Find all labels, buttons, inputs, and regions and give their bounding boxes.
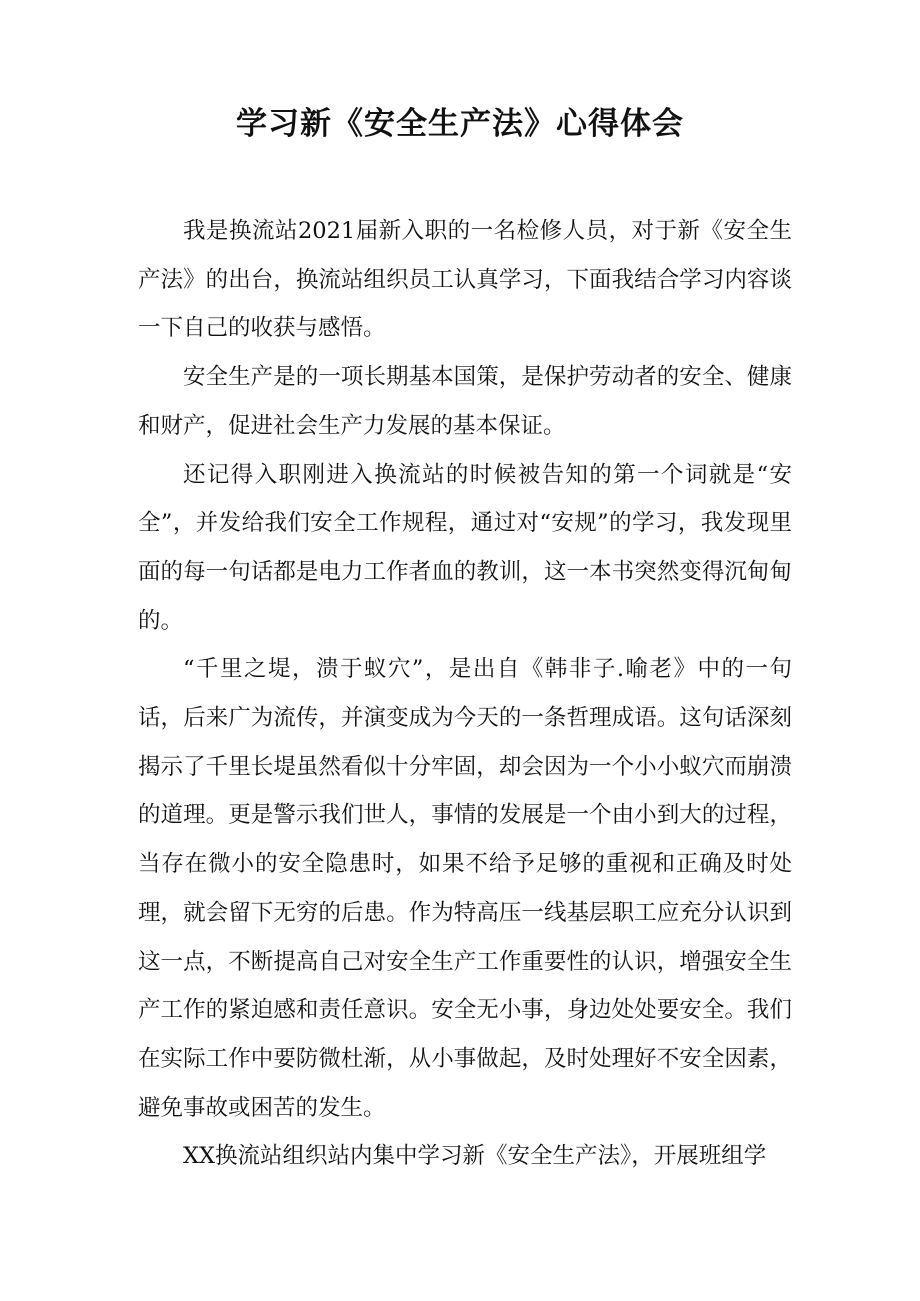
document-title: 学习新《安全生产法》心得体会 [236,106,684,142]
document-body [138,207,792,1181]
paragraph-5: XX换流站组织站内集中学习新《安全生产法》，开展班组学 [183,1143,767,1170]
paragraph-1: 我是换流站2021届新入职的一名检修人员，对于新《安全生产法》的出台，换流站组织员工认真学习，下面我结合学习内容谈一下自己的收获与感悟。 [138,218,792,342]
paragraph-3: 还记得入职刚进入换流站的时候被告知的第一个词就是“安全”，并发给我们安全工作规程，通过对“安规”的学习，我发现里面的每一句话都是电力工作者血的教训，这一本书突然变得沉甸甸的。 [138,461,792,634]
paragraph-4: “千里之堤，溃于蚁穴”，是出自《韩非子.喻老》中的一句话，后来广为流传，并演变成为今天的一条哲理成语。这句话深刻揭示了千里长堤虽然看似十分牢固，却会因为一个小小蚁穴而崩溃的道理。更是警示我们世人，事情的发展是一个由小到大的过程，当存在微小的安全隐患时，如果不给予足够的重视和正确及时处理，就会留下无穷的后患。作为特高压一线基层职工应充分认识到这一点，不断提高自己对安全生产工作重要性的认识，增强安全生产工作的紧迫感和责任意识。安全无小事，身边处处要安全。我们在实际工作中要防微杜渐，从小事做起，及时处理好不安全因素，避免事故或困苦的发生。 [138,656,792,1121]
paragraph-2: 安全生产是的一项长期基本国策，是保护劳动者的安全、健康和财产，促进社会生产力发展的基本保证。 [138,364,792,439]
